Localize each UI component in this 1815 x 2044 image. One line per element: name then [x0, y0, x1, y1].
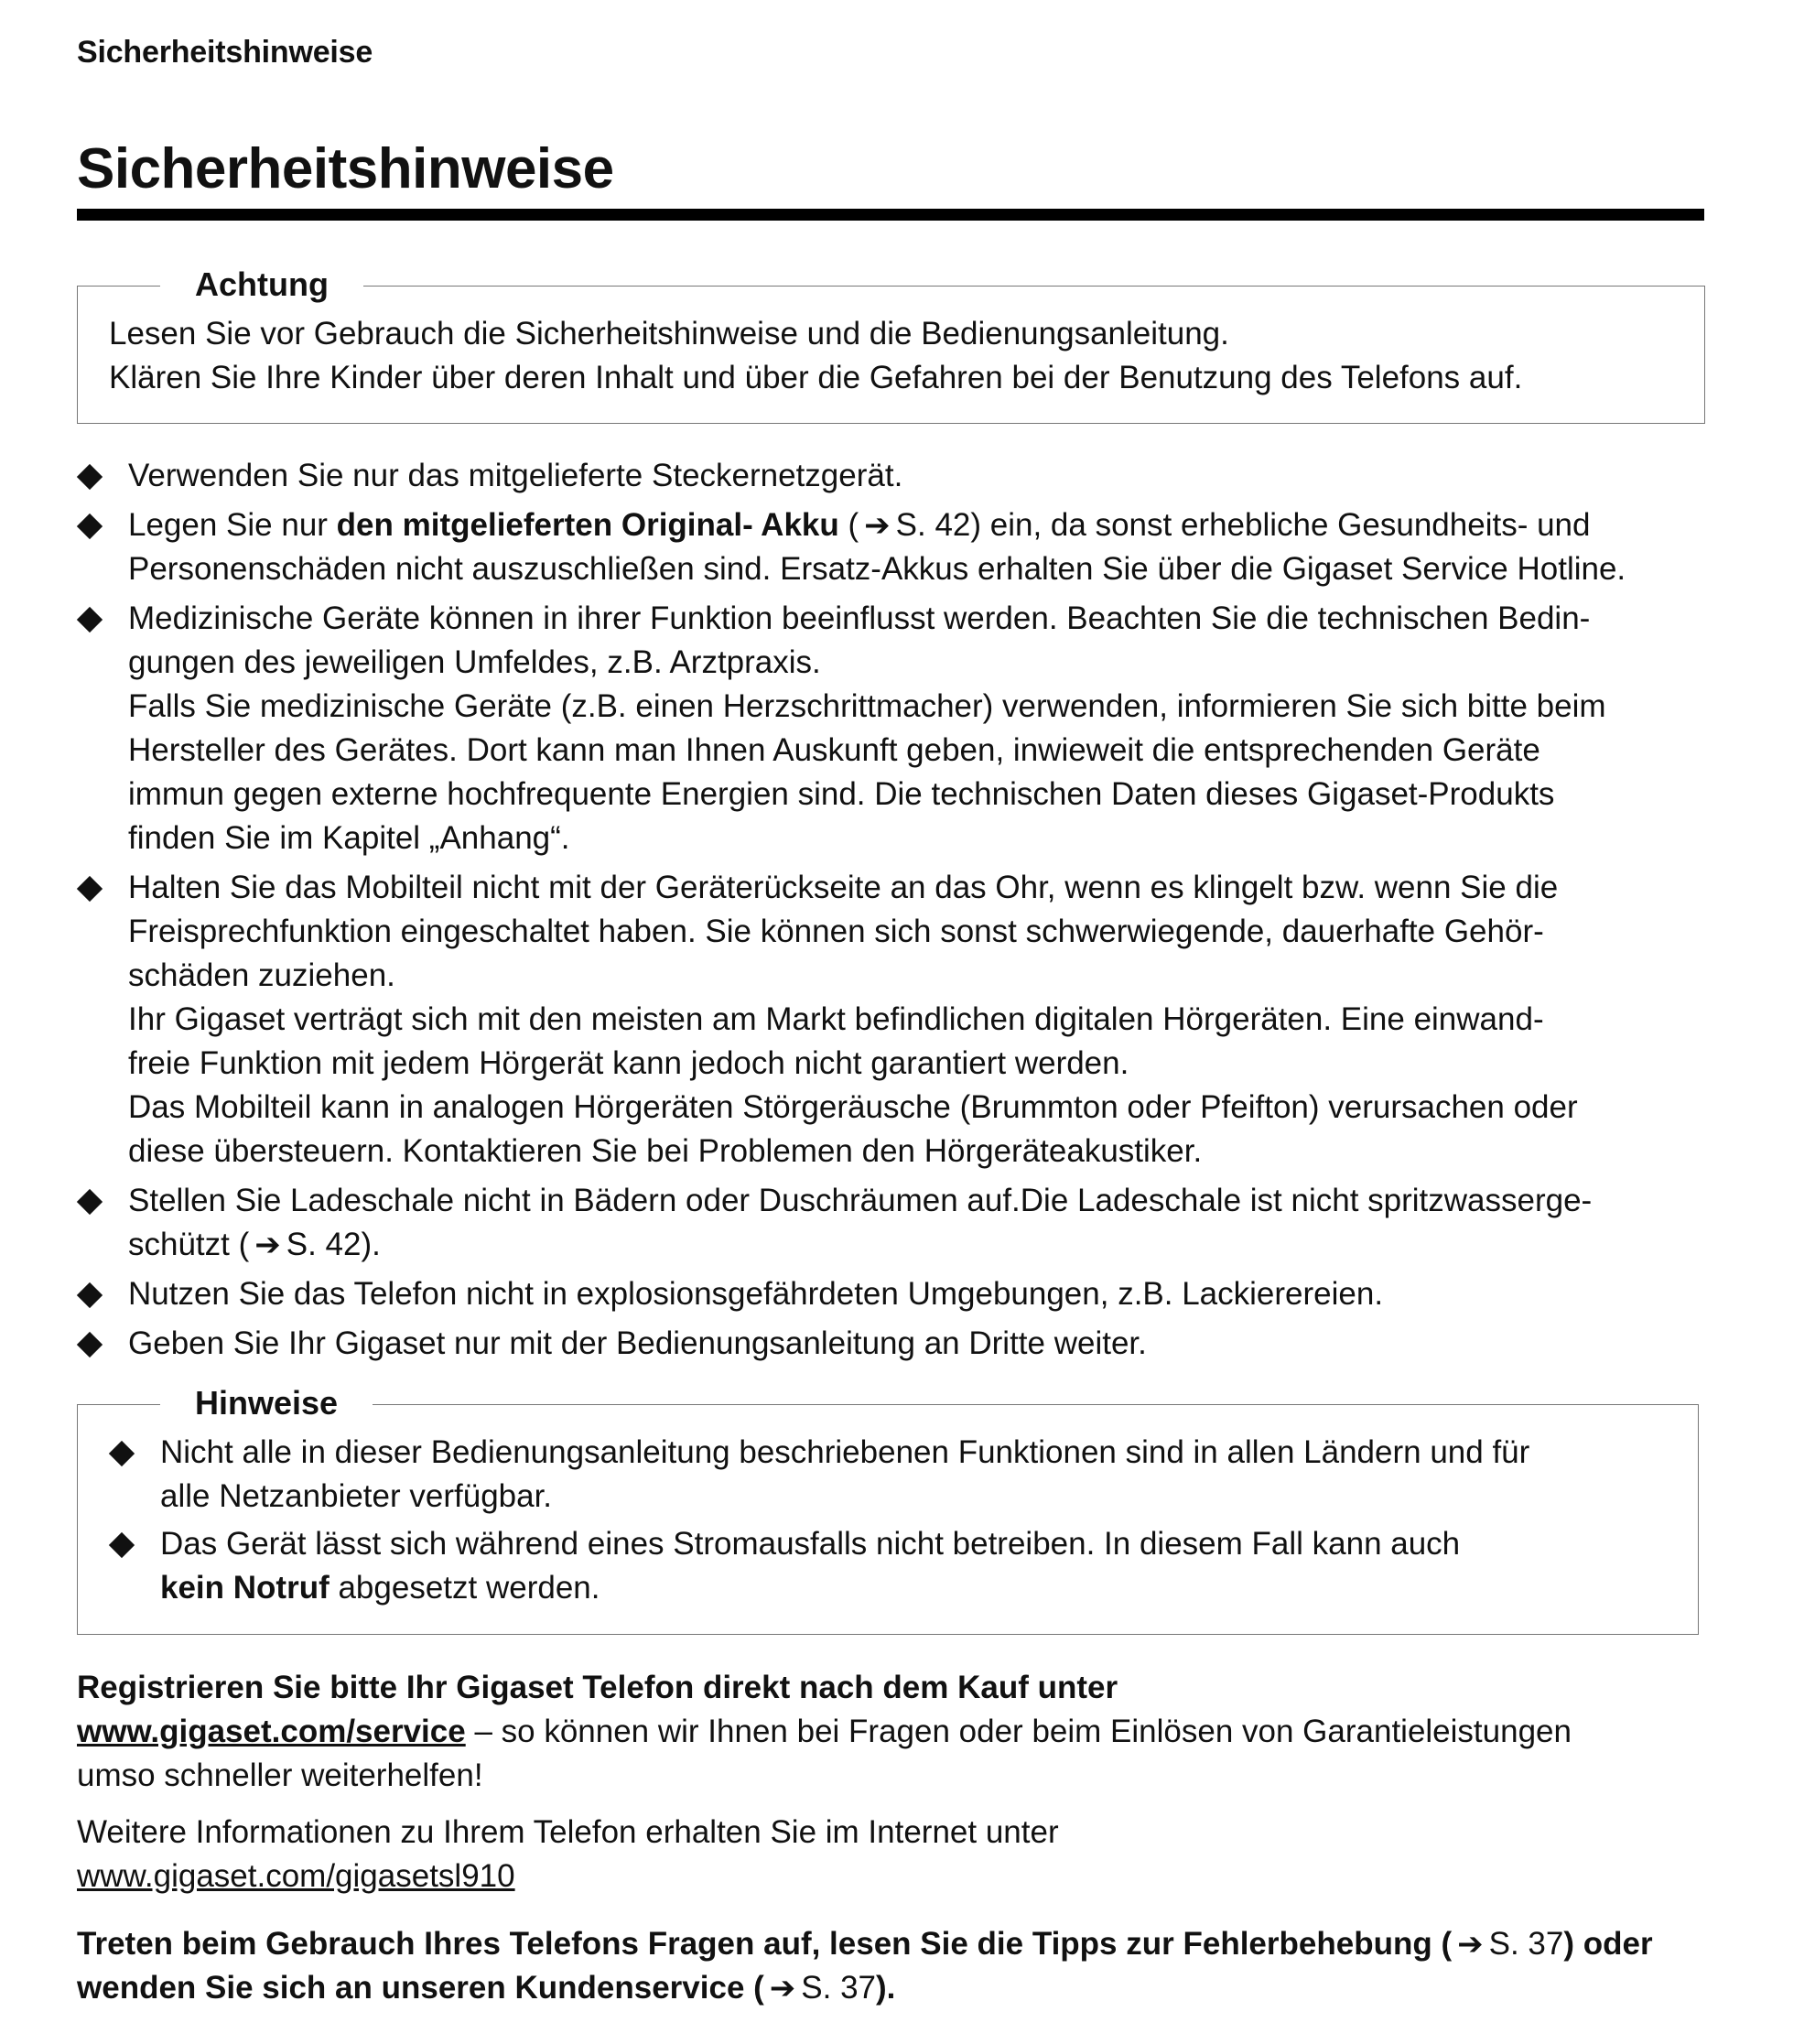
diamond-bullet-icon [77, 1282, 103, 1308]
safety-list [77, 454, 1715, 1371]
service-link[interactable]: www.gigaset.com/service [77, 1714, 466, 1749]
list-item: Legen Sie nur den mitgelieferten Original- Akku ( ➔ S. 42) ein, da sonst erhebliche Gesundheits- und Personenschäden nicht auszuschließen sind. Ersatz-Akkus erhalten Sie über die Gigaset Service Hotline. [77, 503, 1715, 591]
list-item: Verwenden Sie nur das mitgelieferte Steckernetzgerät. [77, 454, 1715, 498]
page-reference[interactable]: S. 42 [286, 1227, 362, 1262]
title-rule [77, 209, 1704, 221]
page-title: Sicherheitshinweise [77, 137, 614, 200]
diamond-bullet-icon [77, 464, 103, 490]
list-item: Medizinische Geräte können in ihrer Funktion beeinflusst werden. Beachten Sie die technischen Bedin- gungen des jeweiligen Umfeldes, z.B. Arztpraxis. Falls Sie medizinische Geräte (z.B. einen Herzschrittmacher) verwenden, informieren Sie sich bitte beim Hersteller des Gerätes. Dort kann man Ihnen Auskunft geben, inwieweit die entsprechenden Geräte immun gegen externe hochfrequente Energien sind. Die technischen Daten dieses Gigaset-Produkts finden Sie im Kapitel „Anhang“. [77, 597, 1715, 860]
list-item: Nutzen Sie das Telefon nicht in explosionsgefährdeten Umgebungen, z.B. Lackierereien. [77, 1272, 1715, 1316]
info-paragraph: Weitere Informationen zu Ihrem Telefon erhalten Sie im Internet unter www.gigaset.com/gigasetsl910 [77, 1811, 1059, 1898]
arrow-right-icon: ➔ [769, 1971, 796, 2006]
diamond-bullet-icon [77, 514, 103, 539]
diamond-bullet-icon [109, 1441, 135, 1466]
diamond-bullet-icon [77, 607, 103, 633]
hints-title: Hinweise [160, 1385, 373, 1422]
list-item: Stellen Sie Ladeschale nicht in Bädern oder Duschräumen auf.Die Ladeschale ist nicht spritzwasserge- schützt ( ➔ S. 42). [77, 1179, 1715, 1267]
diamond-bullet-icon [77, 1332, 103, 1357]
hints-box [77, 1384, 1699, 1635]
arrow-right-icon: ➔ [1457, 1927, 1484, 1962]
attention-box [77, 265, 1705, 424]
list-item: Halten Sie das Mobilteil nicht mit der Geräterückseite an das Ohr, wenn es klingelt bzw. wenn Sie die Freisprechfunktion eingeschaltet haben. Sie können sich sonst schwerwiegende, dauerhafte Gehör- schäden zuziehen. Ihr Gigaset verträgt sich mit den meisten am Markt befindlichen digitalen Hörgeräten. Eine einwand- freie Funktion mit jedem Hörgerät kann jedoch nicht garantiert werden. Das Mobilteil kann in analogen Hörgeräten Störgeräusche (Brummton oder Pfeifton) verursachen oder diese übersteuern. Kontaktieren Sie bei Problemen den Hörgeräteakustiker. [77, 866, 1715, 1173]
arrow-right-icon: ➔ [254, 1227, 281, 1262]
list-item: Das Gerät lässt sich während eines Stromausfalls nicht betreiben. In diesem Fall kann auch kein Notruf abgesetzt werden. [109, 1522, 1683, 1610]
diamond-bullet-icon [109, 1532, 135, 1558]
troubleshooting-paragraph: Treten beim Gebrauch Ihres Telefons Fragen auf, lesen Sie die Tipps zur Fehlerbehebung ( ➔ S. 37) oder wenden Sie sich an unseren Kundenservice ( ➔ S. 37). [77, 1922, 1653, 2010]
page-reference[interactable]: S. 37 [1488, 1926, 1564, 1962]
attention-title: Achtung [160, 266, 363, 303]
product-link[interactable]: www.gigaset.com/gigasetsl910 [77, 1858, 515, 1894]
register-paragraph: Registrieren Sie bitte Ihr Gigaset Telefon direkt nach dem Kauf unter www.gigaset.com/service – so können wir Ihnen bei Fragen oder beim Einlösen von Garantieleistungen umso schneller weiterhelfen! [77, 1670, 1572, 1793]
list-item: Geben Sie Ihr Gigaset nur mit der Bedienungsanleitung an Dritte weiter. [77, 1322, 1715, 1366]
page-reference[interactable]: S. 42 [895, 507, 971, 543]
attention-line-1: Lesen Sie vor Gebrauch die Sicherheitshinweise und die Bedienungsanleitung. [109, 316, 1229, 351]
running-head: Sicherheitshinweise [77, 35, 373, 70]
attention-line-2: Klären Sie Ihre Kinder über deren Inhalt und über die Gefahren bei der Benutzung des Telefons auf. [109, 360, 1523, 395]
arrow-right-icon: ➔ [864, 508, 891, 543]
list-item: Nicht alle in dieser Bedienungsanleitung beschriebenen Funktionen sind in allen Ländern und für alle Netzanbieter verfügbar. [109, 1431, 1683, 1519]
page-reference[interactable]: S. 37 [801, 1970, 877, 2006]
diamond-bullet-icon [77, 876, 103, 902]
diamond-bullet-icon [77, 1189, 103, 1215]
